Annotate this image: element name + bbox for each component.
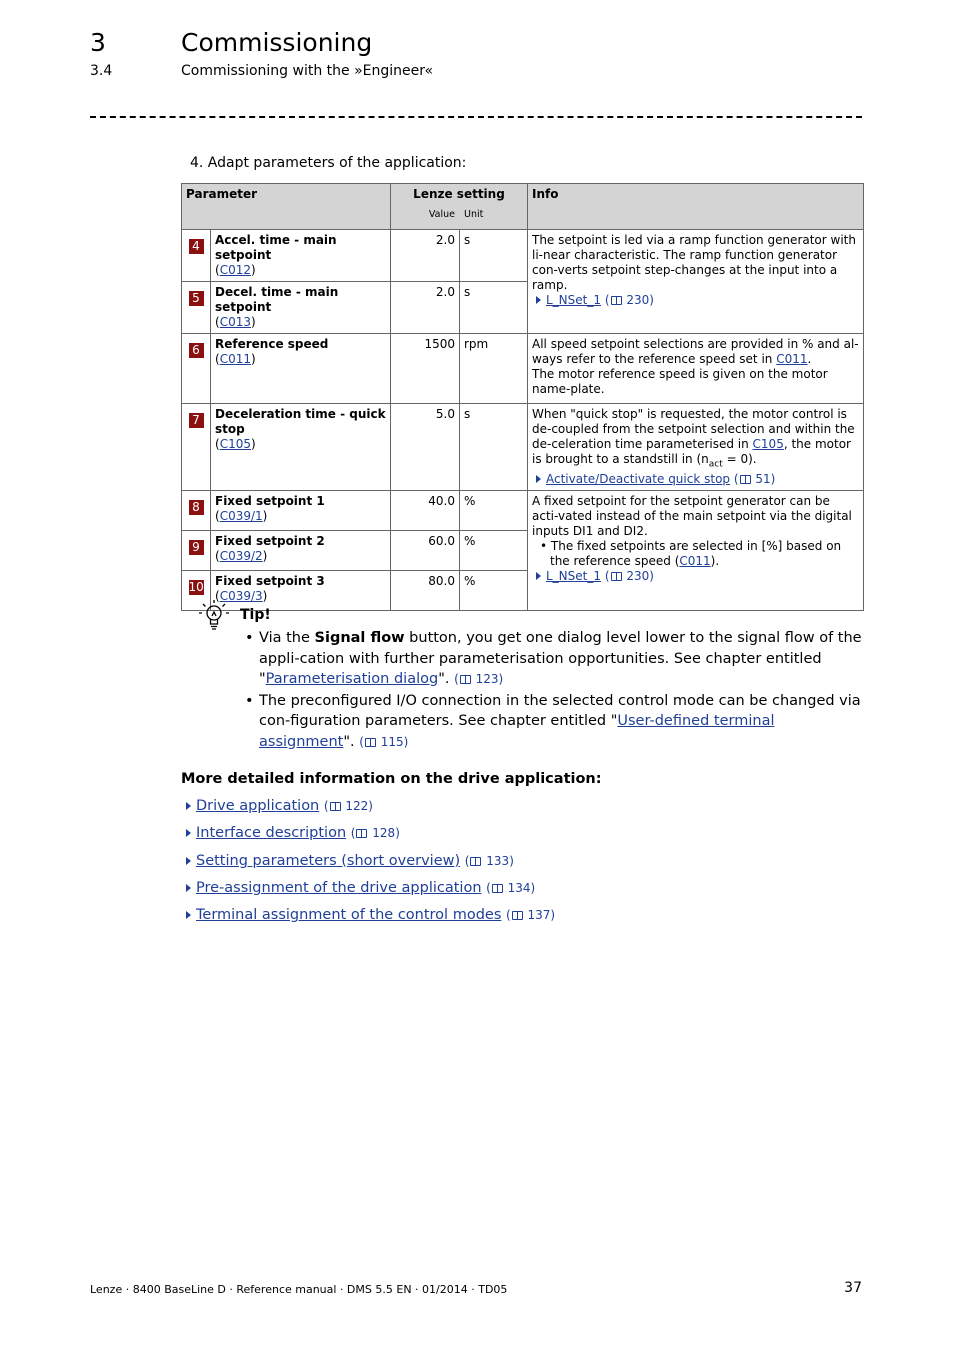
value-cell: 2.0 bbox=[391, 230, 460, 282]
parameter-code-link[interactable]: C012 bbox=[219, 263, 251, 277]
page-ref[interactable]: ( 137) bbox=[505, 908, 556, 923]
signal-flow-label: Signal flow bbox=[314, 630, 405, 646]
parameter-code-link[interactable]: C011 bbox=[219, 352, 251, 366]
parameter-code-link[interactable]: C105 bbox=[219, 437, 251, 451]
table-header-row bbox=[182, 184, 864, 230]
tip-text: ". bbox=[438, 671, 455, 687]
tip-text: ". bbox=[343, 733, 360, 750]
value-cell: 5.0 bbox=[391, 404, 460, 491]
info-text-part: , the motor is brought to a standstill in (n bbox=[532, 437, 851, 466]
parameter-cell: Fixed setpoint 3 (C039/3) bbox=[211, 571, 391, 611]
terminal-assignment-modes-link[interactable]: Terminal assignment of the control modes bbox=[196, 907, 502, 924]
parameter-code-link[interactable]: C039/3 bbox=[219, 589, 263, 604]
header-subcols bbox=[391, 207, 527, 222]
page-number: 115 bbox=[380, 734, 404, 749]
unit-cell: % bbox=[460, 491, 528, 531]
info-text bbox=[532, 407, 859, 472]
info-text-part: ). bbox=[710, 554, 720, 569]
list-item bbox=[186, 825, 555, 852]
row-number-badge: 10 bbox=[188, 580, 204, 595]
value-cell: 2.0 bbox=[391, 282, 460, 334]
info-text-2: The motor reference speed is given on the motor name-plate. bbox=[532, 367, 828, 396]
page-number: 134 bbox=[507, 880, 531, 895]
page-number: 137 bbox=[527, 908, 551, 923]
parameter-cell: Decel. time - main setpoint (C013) bbox=[211, 282, 391, 334]
lightbulb-icon bbox=[197, 598, 231, 632]
info-bullet: • The fixed setpoints are selected in [%] based on the reference speed (C011). bbox=[540, 539, 842, 569]
info-text-part: = 0). bbox=[722, 452, 757, 466]
tip-text: The preconfigured I/O connection in the selected control mode can be changed via con-figuration parameters. See chapter entitled " bbox=[259, 692, 861, 729]
value-cell: 40.0 bbox=[391, 491, 460, 531]
list-item bbox=[186, 853, 555, 880]
arrow-icon bbox=[536, 475, 541, 483]
info-text-part: . bbox=[807, 352, 812, 366]
info-link-row bbox=[532, 293, 859, 308]
parameter-name: Accel. time - main setpoint bbox=[215, 233, 337, 262]
parameter-code-link[interactable]: C039/2 bbox=[219, 549, 263, 564]
value-cell: 1500 bbox=[391, 334, 460, 404]
info-cell-fixed bbox=[528, 491, 864, 611]
arrow-icon bbox=[186, 884, 191, 892]
parameter-table bbox=[181, 183, 864, 611]
list-item bbox=[186, 907, 555, 934]
row-number-cell bbox=[182, 491, 211, 531]
row-number-cell bbox=[182, 531, 211, 571]
parameter-name: Deceleration time - quick stop bbox=[215, 407, 386, 436]
page-ref[interactable]: ( 128) bbox=[350, 826, 400, 841]
info-cell-quickstop bbox=[528, 404, 864, 491]
info-text: A fixed setpoint for the setpoint generator can be acti-vated instead of the main setpoint via the digital inputs DI1 and DI2. bbox=[532, 494, 852, 539]
book-icon bbox=[365, 738, 376, 747]
info-text-part: When "quick stop" is requested, the motor control is de-coupled from the setpoint selection and within the de-celeration time parameterised in bbox=[532, 407, 855, 451]
arrow-icon bbox=[186, 857, 191, 865]
parameter-name: Decel. time - main setpoint bbox=[215, 285, 339, 314]
info-link-row bbox=[532, 472, 859, 487]
arrow-icon bbox=[186, 911, 191, 919]
page-ref[interactable]: ( 134) bbox=[486, 880, 536, 895]
page-ref[interactable]: ( 51) bbox=[733, 472, 776, 487]
drive-application-link[interactable]: Drive application bbox=[196, 798, 320, 814]
info-text-part: The fixed setpoints are selected in [%] based on the reference speed ( bbox=[550, 539, 842, 569]
list-item bbox=[186, 880, 555, 907]
interface-description-link[interactable]: Interface description bbox=[196, 825, 347, 842]
info-text-part: All speed setpoint selections are provided in % and al-ways refer to the reference speed set in bbox=[532, 337, 859, 366]
c011-link[interactable]: C011 bbox=[776, 352, 808, 366]
row-number-badge: 6 bbox=[189, 343, 204, 358]
page-number: 122 bbox=[345, 799, 369, 813]
page-number: 37 bbox=[844, 1280, 862, 1296]
tip-list bbox=[245, 628, 865, 753]
c105-link[interactable]: C105 bbox=[752, 437, 784, 451]
page-number: 128 bbox=[372, 826, 396, 841]
arrow-icon bbox=[536, 296, 541, 304]
parameter-name: Fixed setpoint 1 bbox=[215, 494, 325, 509]
page-number: 230 bbox=[626, 569, 650, 584]
setting-parameters-link[interactable]: Setting parameters (short overview) bbox=[196, 852, 461, 869]
arrow-icon bbox=[186, 802, 191, 810]
more-info-links bbox=[186, 798, 555, 934]
tip-item bbox=[245, 628, 865, 690]
book-icon bbox=[611, 572, 622, 581]
arrow-icon bbox=[536, 572, 541, 580]
parameter-name: Fixed setpoint 2 bbox=[215, 534, 325, 549]
unit-cell: rpm bbox=[460, 334, 528, 404]
pre-assignment-link[interactable]: Pre-assignment of the drive application bbox=[196, 879, 482, 896]
unit-cell: s bbox=[460, 230, 528, 282]
row-number-badge: 5 bbox=[189, 291, 204, 306]
unit-cell: % bbox=[460, 571, 528, 611]
parameter-cell: Fixed setpoint 1 (C039/1) bbox=[211, 491, 391, 531]
header-info: Info bbox=[528, 184, 864, 230]
header-divider bbox=[90, 116, 862, 118]
info-text bbox=[532, 337, 859, 367]
parameter-cell: Fixed setpoint 2 (C039/2) bbox=[211, 531, 391, 571]
tip-label: Tip! bbox=[240, 607, 271, 623]
header-parameter: Parameter bbox=[182, 184, 391, 230]
page-ref[interactable]: ( 230) bbox=[604, 293, 654, 307]
lnset1-link[interactable]: L_NSet_1 bbox=[546, 569, 602, 584]
row-number-cell bbox=[182, 230, 211, 282]
tip-text: Via the bbox=[259, 630, 315, 646]
row-number-badge: 8 bbox=[189, 500, 204, 515]
page-number: 51 bbox=[755, 472, 771, 487]
info-text: The setpoint is led via a ramp function generator with li-near characteristic. The ramp function generator con-verts setpoint step-changes at the input into a ramp. bbox=[532, 233, 856, 292]
value-cell: 60.0 bbox=[391, 531, 460, 571]
row-number-cell bbox=[182, 334, 211, 404]
page-number: 123 bbox=[475, 672, 499, 686]
parameter-name: Fixed setpoint 3 bbox=[215, 574, 325, 589]
info-subscript: act bbox=[708, 459, 723, 470]
book-icon bbox=[356, 829, 367, 838]
page-number: 230 bbox=[626, 293, 650, 307]
bullet-icon: • bbox=[245, 692, 254, 709]
table-row bbox=[182, 404, 864, 491]
parameter-cell: Deceleration time - quick stop (C105) bbox=[211, 404, 391, 491]
row-number-badge: 4 bbox=[189, 239, 204, 254]
chapter-title: Commissioning bbox=[181, 28, 373, 57]
book-icon bbox=[611, 296, 622, 305]
book-icon bbox=[460, 675, 471, 684]
page-ref[interactable]: ( 115) bbox=[359, 734, 409, 749]
terminal-assignment-link[interactable]: User-defined terminal assignment bbox=[259, 713, 775, 750]
page-ref[interactable]: ( 122) bbox=[323, 799, 373, 813]
page-ref[interactable]: ( 230) bbox=[604, 569, 654, 584]
parameter-name: Reference speed bbox=[215, 337, 329, 351]
book-icon bbox=[740, 475, 751, 484]
parameter-cell: Reference speed (C011) bbox=[211, 334, 391, 404]
footer-text: Lenze · 8400 BaseLine D · Reference manual · DMS 5.5 EN · 01/2014 · TD05 bbox=[90, 1283, 508, 1296]
tip-text: button, you get one dialog level lower to the signal flow of the appli-cation with further parameterisation opportunities. See chapter entitled " bbox=[259, 630, 862, 687]
quickstop-link[interactable]: Activate/Deactivate quick stop bbox=[546, 472, 731, 487]
section-title: Commissioning with the »Engineer« bbox=[181, 63, 434, 79]
c011-link[interactable]: C011 bbox=[679, 554, 711, 569]
unit-cell: s bbox=[460, 404, 528, 491]
parameter-code-link[interactable]: C039/1 bbox=[219, 509, 263, 524]
page-ref[interactable]: ( 123) bbox=[454, 672, 504, 686]
bullet-icon: • bbox=[245, 630, 254, 646]
parameter-cell: Accel. time - main setpoint (C012) bbox=[211, 230, 391, 282]
header-unit: Unit bbox=[464, 209, 484, 220]
step-text: 4. Adapt parameters of the application: bbox=[190, 155, 467, 171]
list-item bbox=[186, 798, 555, 825]
header-lenze-setting-label: Lenze setting bbox=[413, 187, 505, 201]
table-row bbox=[182, 334, 864, 404]
book-icon bbox=[330, 802, 341, 811]
tip-item bbox=[245, 691, 865, 753]
info-cell-reference bbox=[528, 334, 864, 404]
lnset1-link[interactable]: L_NSet_1 bbox=[546, 293, 602, 307]
book-icon bbox=[512, 911, 523, 920]
page-ref[interactable]: ( 133) bbox=[464, 853, 514, 868]
value-cell: 80.0 bbox=[391, 571, 460, 611]
table-row bbox=[182, 230, 864, 282]
section-number: 3.4 bbox=[90, 63, 113, 79]
more-info-title: More detailed information on the drive application: bbox=[181, 771, 602, 787]
table-row bbox=[182, 491, 864, 531]
parameterisation-dialog-link[interactable]: Parameterisation dialog bbox=[265, 671, 439, 687]
chapter-number: 3 bbox=[90, 28, 106, 57]
header-value: Value bbox=[428, 209, 455, 220]
unit-cell: s bbox=[460, 282, 528, 334]
unit-cell: % bbox=[460, 531, 528, 571]
book-icon bbox=[492, 884, 503, 893]
page-number: 133 bbox=[486, 853, 510, 868]
row-number-badge: 7 bbox=[189, 413, 204, 428]
header-lenze-setting bbox=[391, 184, 528, 230]
arrow-icon bbox=[186, 829, 191, 837]
row-number-cell bbox=[182, 282, 211, 334]
book-icon bbox=[470, 857, 481, 866]
info-link-row bbox=[532, 569, 859, 584]
info-cell-ramp bbox=[528, 230, 864, 334]
row-number-cell bbox=[182, 404, 211, 491]
row-number-badge: 9 bbox=[189, 540, 204, 555]
parameter-code-link[interactable]: C013 bbox=[219, 315, 251, 329]
